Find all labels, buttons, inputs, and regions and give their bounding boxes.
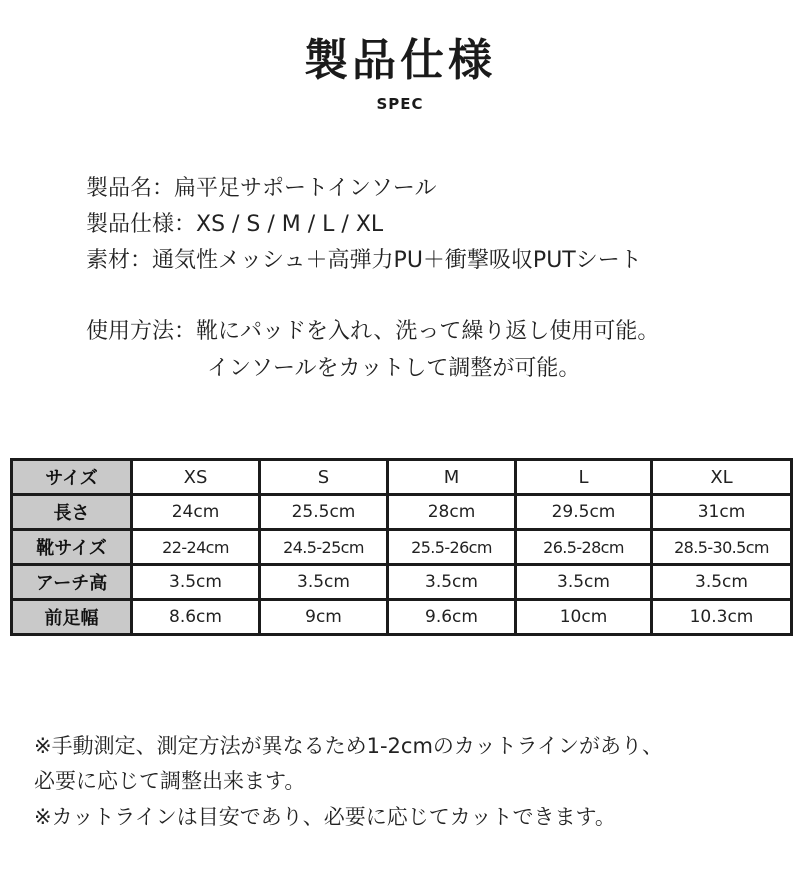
table-cell: 3.5cm <box>261 566 386 598</box>
page-subtitle: SPEC <box>376 95 424 113</box>
table-cell: 9.6cm <box>389 601 514 633</box>
table-header-cell: XL <box>653 461 790 493</box>
size-table <box>10 458 793 636</box>
row-label: 靴サイズ <box>13 531 130 563</box>
table-cell: 24.5-25cm <box>261 531 386 563</box>
table-row <box>13 566 790 598</box>
spec-product-sizes: 製品仕様：XS / S / M / L / XL <box>86 212 384 237</box>
note-line3: ※カットラインは目安であり、必要に応じてカットできます。 <box>34 805 616 829</box>
table-cell: 28cm <box>389 496 514 528</box>
table-cell: 31cm <box>653 496 790 528</box>
row-label: アーチ高 <box>13 566 130 598</box>
table-cell: 3.5cm <box>653 566 790 598</box>
spec-product-name: 製品名：扁平足サポートインソール <box>86 176 437 201</box>
row-label: 長さ <box>13 496 130 528</box>
note-line2: 必要に応じて調整出来ます。 <box>34 769 306 793</box>
table-header-row <box>13 461 790 493</box>
table-cell: 25.5-26cm <box>389 531 514 563</box>
table-cell: 22-24cm <box>133 531 258 563</box>
row-label: 前足幅 <box>13 601 130 633</box>
spec-usage-line1: 使用方法：靴にパッドを入れ、洗って繰り返し使用可能。 <box>86 319 660 344</box>
table-cell: 24cm <box>133 496 258 528</box>
table-cell: 25.5cm <box>261 496 386 528</box>
table-cell: 3.5cm <box>517 566 650 598</box>
table-header-cell: S <box>261 461 386 493</box>
spec-material: 素材：通気性メッシュ＋高弾力PU＋衝撃吸収PUTシート <box>86 248 642 273</box>
table-cell: 10cm <box>517 601 650 633</box>
table-header-cell: M <box>389 461 514 493</box>
table-header-cell: サイズ <box>13 461 130 493</box>
table-cell: 10.3cm <box>653 601 790 633</box>
table-cell: 9cm <box>261 601 386 633</box>
table-cell: 3.5cm <box>133 566 258 598</box>
table-cell: 3.5cm <box>389 566 514 598</box>
table-cell: 26.5-28cm <box>517 531 650 563</box>
table-row <box>13 601 790 633</box>
table-cell: 29.5cm <box>517 496 650 528</box>
spec-usage-line2: インソールをカットして調整が可能。 <box>207 356 581 381</box>
table-row <box>13 531 790 563</box>
table-header-cell: L <box>517 461 650 493</box>
table-header-cell: XS <box>133 461 258 493</box>
table-cell: 8.6cm <box>133 601 258 633</box>
table-row <box>13 496 790 528</box>
page-title: 製品仕様 <box>304 35 496 86</box>
table-cell: 28.5-30.5cm <box>653 531 790 563</box>
note-line1: ※手動測定、測定方法が異なるため1-2cmのカットラインがあり、 <box>34 734 664 758</box>
